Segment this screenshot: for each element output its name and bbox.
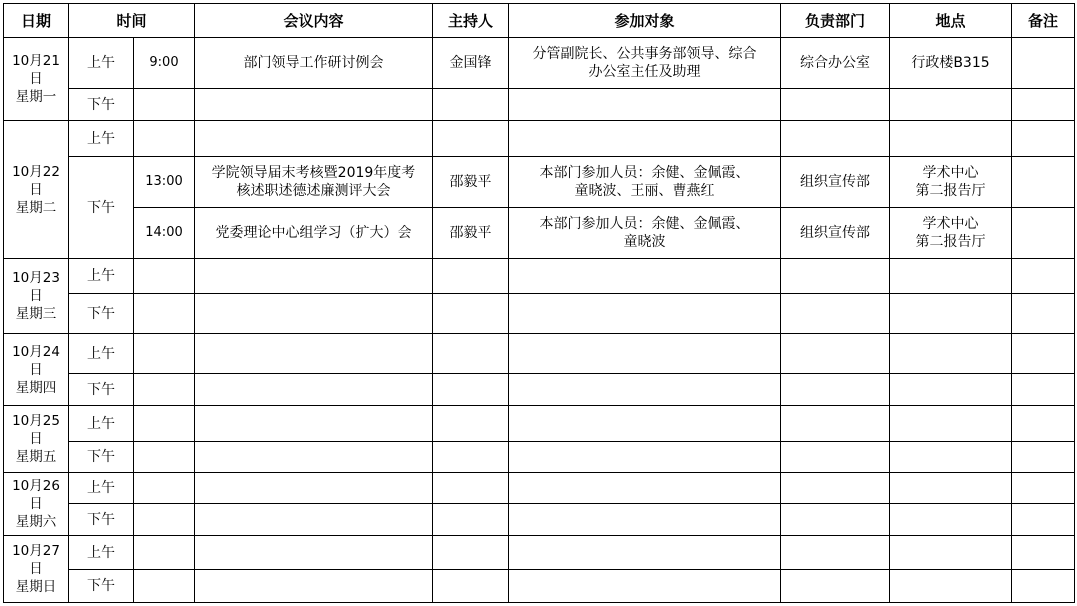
location-line: 第二报告厅 xyxy=(915,183,986,199)
period-pm: 下午 xyxy=(69,570,134,603)
header-time: 时间 xyxy=(69,4,195,38)
content-line: 核述职述德述廉测评大会 xyxy=(236,183,391,199)
location-line: 第二报告厅 xyxy=(915,234,986,250)
weekday-label: 星期六 xyxy=(15,514,57,530)
attendees-line: 本部门参加人员：余健、金佩霞、 xyxy=(539,216,750,232)
location-line: 学术中心 xyxy=(922,216,979,232)
meeting-content xyxy=(195,157,433,208)
period-am: 上午 xyxy=(69,406,134,442)
schedule-table xyxy=(3,3,1075,603)
date-label: 10月24日 xyxy=(12,343,60,378)
meeting-host: 金国锋 xyxy=(433,38,509,89)
attendees-line: 本部门参加人员：余健、金佩霞、 xyxy=(539,165,750,181)
table-row xyxy=(4,406,1075,442)
table-row xyxy=(4,334,1075,374)
table-row xyxy=(4,294,1075,334)
period-pm: 下午 xyxy=(69,442,134,473)
header-remarks: 备注 xyxy=(1012,4,1075,38)
location-line: 学术中心 xyxy=(922,165,979,181)
weekday-label: 星期四 xyxy=(15,379,57,396)
meeting-host: 邵毅平 xyxy=(433,208,509,259)
table-row xyxy=(4,504,1075,536)
period-am: 上午 xyxy=(69,259,134,294)
date-cell xyxy=(4,473,69,536)
table-row xyxy=(4,259,1075,294)
meeting-host: 邵毅平 xyxy=(433,157,509,208)
date-cell xyxy=(4,38,69,121)
table-row xyxy=(4,121,1075,157)
weekday-label: 星期五 xyxy=(15,449,57,465)
table-row xyxy=(4,570,1075,603)
date-label: 10月27日 xyxy=(12,543,60,577)
remarks-cell xyxy=(1012,208,1075,259)
attendees-line: 分管副院长、公共事务部领导、综合 xyxy=(532,46,757,62)
date-cell xyxy=(4,334,69,406)
meeting-time: 9:00 xyxy=(134,38,195,89)
date-label: 10月21日 xyxy=(12,53,60,87)
period-am: 上午 xyxy=(69,536,134,570)
period-pm: 下午 xyxy=(69,157,134,259)
period-am: 上午 xyxy=(69,473,134,504)
meeting-content: 部门领导工作研讨例会 xyxy=(195,38,433,89)
period-am: 上午 xyxy=(69,334,134,374)
date-label: 10月22日 xyxy=(12,163,60,198)
remarks-cell xyxy=(1012,157,1075,208)
meeting-department: 综合办公室 xyxy=(781,38,890,89)
meeting-time: 14:00 xyxy=(134,208,195,259)
date-label: 10月23日 xyxy=(12,270,60,304)
date-label: 10月26日 xyxy=(12,478,60,512)
header-date: 日期 xyxy=(4,4,69,38)
header-department: 负责部门 xyxy=(781,4,890,38)
period-pm: 下午 xyxy=(69,504,134,536)
date-cell xyxy=(4,406,69,473)
table-row xyxy=(4,89,1075,121)
meeting-time: 13:00 xyxy=(134,157,195,208)
period-pm: 下午 xyxy=(69,89,134,121)
table-row xyxy=(4,38,1075,89)
meeting-location xyxy=(890,38,1012,89)
meeting-location xyxy=(890,157,1012,208)
date-cell xyxy=(4,121,69,259)
meeting-department: 组织宣传部 xyxy=(781,157,890,208)
header-location: 地点 xyxy=(890,4,1012,38)
period-pm: 下午 xyxy=(69,374,134,406)
table-row xyxy=(4,536,1075,570)
header-content: 会议内容 xyxy=(195,4,433,38)
meeting-department: 组织宣传部 xyxy=(781,208,890,259)
attendees-line: 办公室主任及助理 xyxy=(588,64,701,80)
date-cell xyxy=(4,259,69,334)
date-label: 10月25日 xyxy=(12,413,60,447)
weekday-label: 星期一 xyxy=(15,89,57,105)
period-am: 上午 xyxy=(69,121,134,157)
table-row xyxy=(4,157,1075,208)
meeting-attendees xyxy=(509,208,781,259)
meeting-attendees xyxy=(509,38,781,89)
period-am: 上午 xyxy=(69,38,134,89)
period-pm: 下午 xyxy=(69,294,134,334)
date-cell xyxy=(4,536,69,603)
header-attendees: 参加对象 xyxy=(509,4,781,38)
location-line: 行政楼B315 xyxy=(911,55,990,71)
table-row xyxy=(4,374,1075,406)
weekday-label: 星期二 xyxy=(15,199,57,216)
meeting-attendees xyxy=(509,157,781,208)
header-row xyxy=(4,4,1075,38)
table-row xyxy=(4,473,1075,504)
weekday-label: 星期日 xyxy=(15,579,57,595)
content-line: 学院领导届末考核暨2019年度考 xyxy=(211,165,416,181)
meeting-content: 党委理论中心组学习（扩大）会 xyxy=(195,208,433,259)
table-row xyxy=(4,208,1075,259)
table-row xyxy=(4,442,1075,473)
attendees-line: 童晓波、王丽、曹燕红 xyxy=(574,183,715,199)
remarks-cell xyxy=(1012,38,1075,89)
attendees-line: 童晓波 xyxy=(623,234,666,250)
header-host: 主持人 xyxy=(433,4,509,38)
meeting-location xyxy=(890,208,1012,259)
weekday-label: 星期三 xyxy=(15,306,57,322)
